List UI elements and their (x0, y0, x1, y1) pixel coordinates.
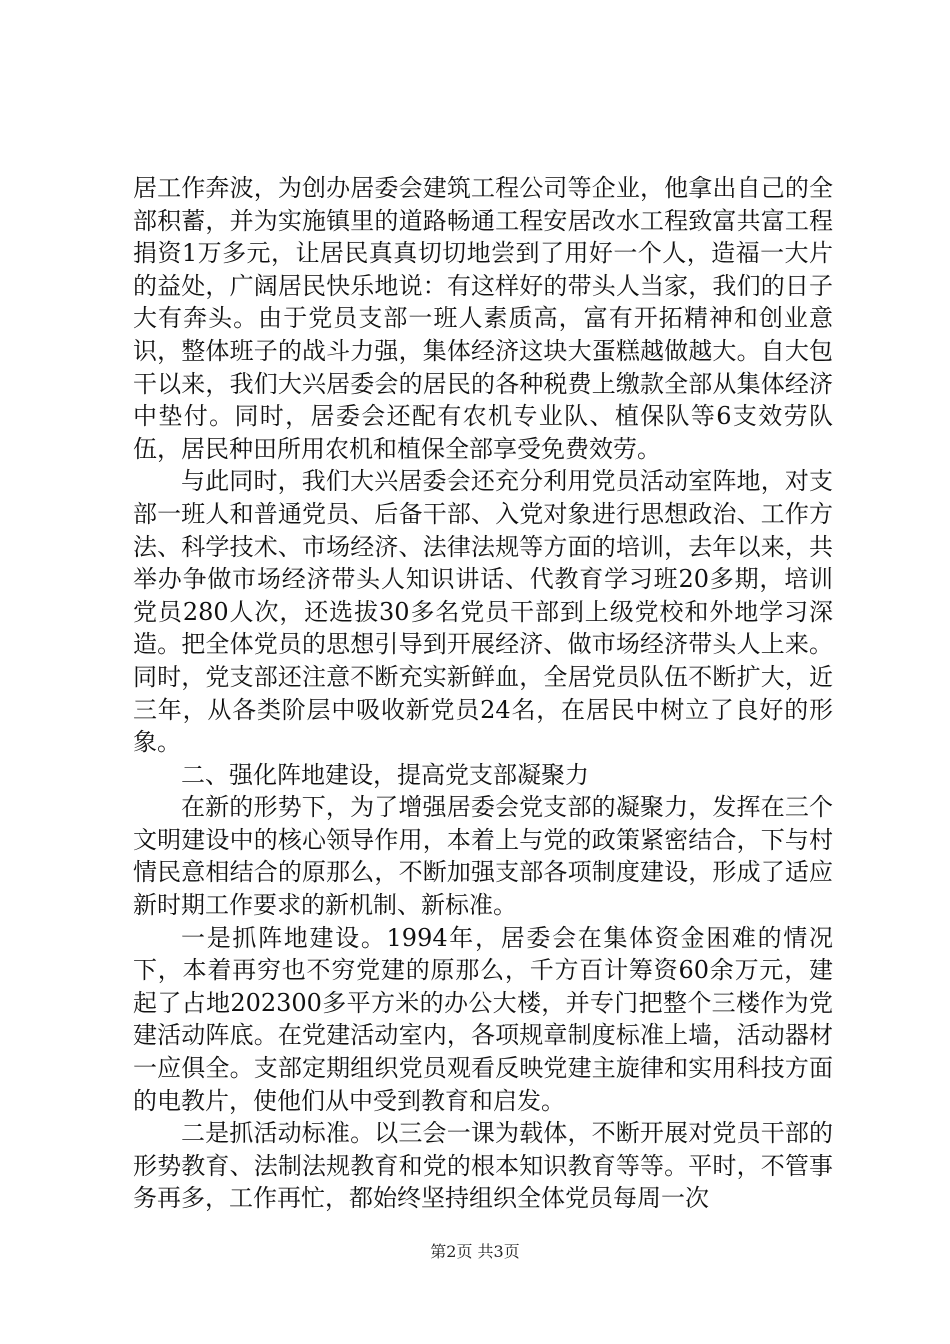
paragraph-1: 居工作奔波，为创办居委会建筑工程公司等企业，他拿出自己的全部积蓄，并为实施镇里的道路畅通工程安居改水工程致富共富工程捐资1万多元，让居民真真切切地尝到了用好一个人，造福一大片的益处，广阔居民快乐地说：有这样好的带头人当家，我们的日子大有奔头。由于党员支部一班人素质高，富有开拓精神和创业意识，整体班子的战斗力强，集体经济这块大蛋糕越做越大。自大包干以来，我们大兴居委会的居民的各种税费上缴款全部从集体经济中垫付。同时，居委会还配有农机专业队、植保队等6支效劳队伍，居民种田所用农机和植保全部享受免费效劳。 (133, 174, 833, 463)
page-footer (0, 1242, 950, 1262)
paragraph-2: 与此同时，我们大兴居委会还充分利用党员活动室阵地，对支部一班人和普通党员、后备干部、入党对象进行思想政治、工作方法、科学技术、市场经济、法律法规等方面的培训，去年以来，共举办争做市场经济带头人知识讲话、代教育学习班20多期，培训党员280人次，还选拔30多名党员干部到上级党校和外地学习深造。把全体党员的思想引导到开展经济、做市场经济带头人上来。同时，党支部还注意不断充实新鲜血，全居党员队伍不断扩大，近三年，从各类阶层中吸收新党员24名，在居民中树立了良好的形象。 (133, 467, 833, 757)
paragraph-5: 一是抓阵地建设。1994年，居委会在集体资金困难的情况下，本着再穷也不穷党建的原那么，千方百计筹资60余万元，建起了占地202300多平方米的办公大楼，并专门把整个三楼作为党建活动阵底。在党建活动室内，各项规章制度标准上墙，活动器材一应俱全。支部定期组织党员观看反映党建主旋律和实用科技方面的电教片，使他们从中受到教育和启发。 (133, 923, 833, 1115)
document-body (133, 172, 833, 1215)
section-heading: 二、强化阵地建设，提高党支部凝聚力 (181, 760, 589, 789)
paragraph-4: 在新的形势下，为了增强居委会党支部的凝聚力，发挥在三个文明建设中的核心领导作用，本着上与党的政策紧密结合，下与村情民意相结合的原那么，不断加强支部各项制度建设，形成了适应新时期工作要求的新机制、新标准。 (133, 793, 833, 920)
page-number: 第2页 共3页 (430, 1242, 520, 1261)
paragraph-6: 二是抓活动标准。以三会一课为载体，不断开展对党员干部的形势教育、法制法规教育和党的根本知识教育等等。平时，不管事务再多，工作再忙，都始终坚持组织全体党员每周一次 (133, 1119, 833, 1213)
